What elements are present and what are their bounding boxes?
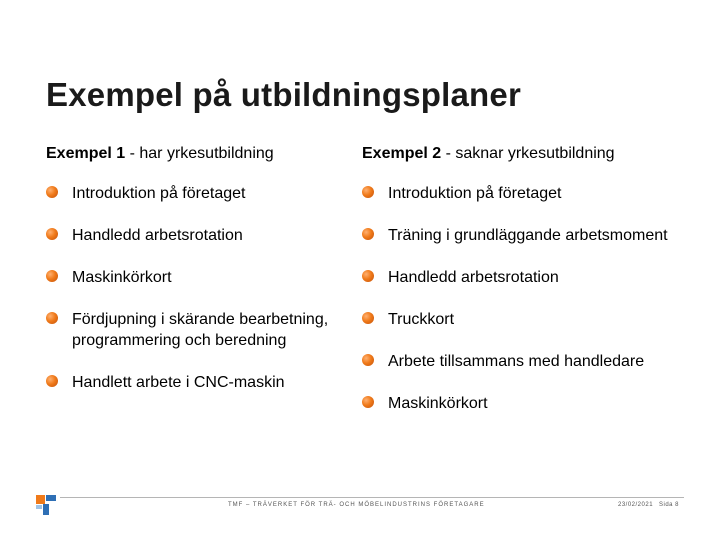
list-item-text: Fördjupning i skärande bearbetning, programmering och beredning — [72, 311, 329, 349]
bullet-icon — [46, 375, 58, 387]
bullet-icon — [46, 186, 58, 198]
list-item — [362, 393, 692, 414]
list-item — [46, 372, 346, 393]
example-2-heading-label: Exempel 2 — [362, 145, 442, 162]
list-item-text: Truckkort — [388, 311, 455, 328]
footer-page-number: Sida 8 — [659, 502, 680, 508]
footer-organization: TMF – TRÄVERKET FÖR TRÄ- OCH MÖBELINDUSTRINS FÖRETAGARE — [228, 502, 485, 508]
example-2-list — [362, 183, 692, 414]
bullet-icon — [362, 186, 374, 198]
tmf-logo-icon — [34, 492, 58, 516]
list-item-text: Arbete tillsammans med handledare — [388, 353, 645, 370]
bullet-icon — [46, 312, 58, 324]
list-item — [46, 267, 346, 288]
list-item — [362, 225, 692, 246]
example-1-heading-label: Exempel 1 — [46, 145, 126, 162]
example-2-heading — [362, 143, 692, 165]
slide-title: Exempel på utbildningsplaner — [46, 76, 522, 113]
list-item-text: Handlett arbete i CNC-maskin — [72, 374, 285, 391]
footer-divider — [60, 497, 684, 498]
list-item-text: Maskinkörkort — [72, 269, 172, 286]
list-item-text: Introduktion på företaget — [72, 185, 246, 202]
footer-date: 23/02/2021 — [618, 502, 654, 508]
example-1-heading-text: - har yrkesutbildning — [125, 145, 274, 162]
list-item-text: Handledd arbetsrotation — [72, 227, 243, 244]
bullet-icon — [362, 396, 374, 408]
list-item — [362, 183, 692, 204]
bullet-icon — [362, 228, 374, 240]
example-1-list — [46, 183, 346, 393]
bullet-icon — [362, 312, 374, 324]
list-item-text: Träning i grundläggande arbetsmoment — [388, 227, 668, 244]
bullet-icon — [46, 270, 58, 282]
list-item — [362, 309, 692, 330]
example-1-heading — [46, 143, 346, 165]
bullet-icon — [362, 270, 374, 282]
list-item-text: Maskinkörkort — [388, 395, 488, 412]
list-item — [46, 225, 346, 246]
list-item — [46, 309, 346, 351]
list-item — [362, 351, 692, 372]
list-item — [46, 183, 346, 204]
bullet-icon — [362, 354, 374, 366]
example-2-heading-text: - saknar yrkesutbildning — [441, 145, 615, 162]
list-item-text: Handledd arbetsrotation — [388, 269, 559, 286]
example-2-column — [362, 143, 692, 435]
list-item — [362, 267, 692, 288]
list-item-text: Introduktion på företaget — [388, 185, 562, 202]
bullet-icon — [46, 228, 58, 240]
example-1-column — [46, 143, 346, 414]
